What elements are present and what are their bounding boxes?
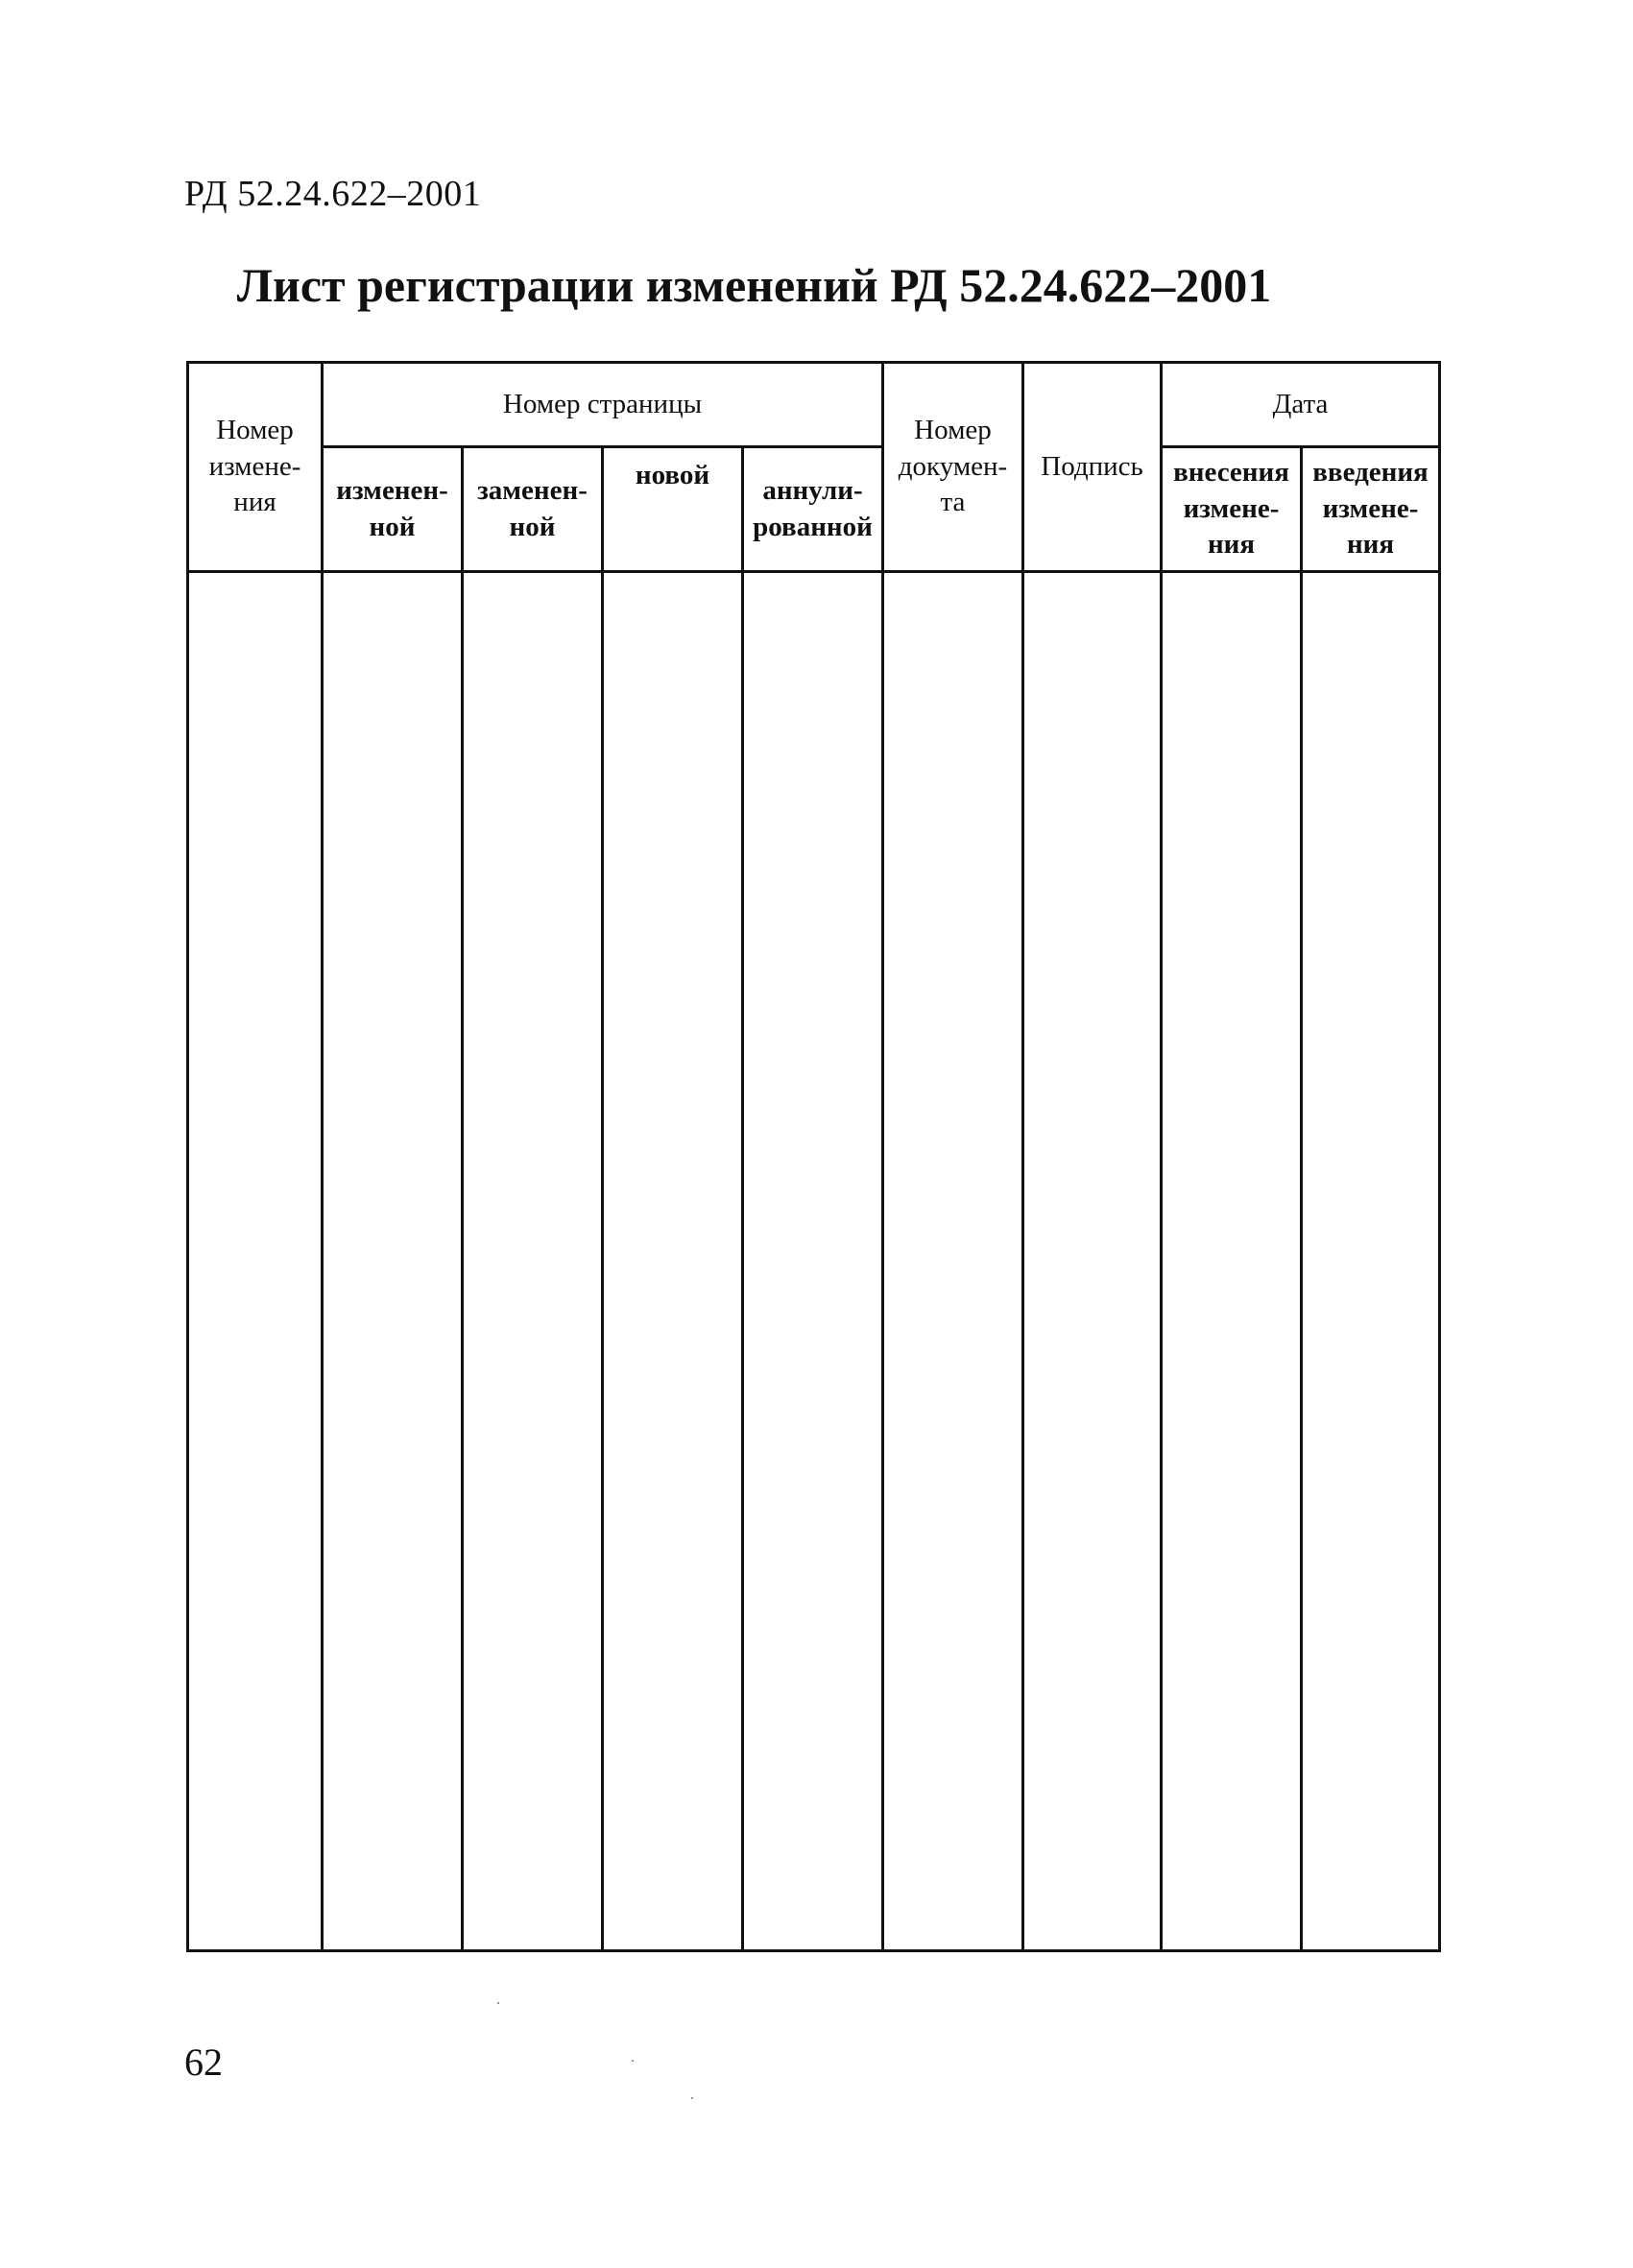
cell-cancelled-page[interactable] <box>743 572 883 1951</box>
cell-document-number[interactable] <box>883 572 1023 1951</box>
header-changed-page-label: изменен- ной <box>336 474 448 542</box>
header-page-number-group <box>323 363 883 447</box>
header-date-entry <box>1162 447 1302 572</box>
table-header-row-1 <box>188 363 1440 447</box>
table-header-row-2 <box>188 447 1440 572</box>
header-page-number-label: Номер страницы <box>502 388 703 419</box>
header-change-number <box>188 363 323 572</box>
header-changed-page <box>323 447 463 572</box>
header-new-page <box>603 447 743 572</box>
cell-date-entry[interactable] <box>1162 572 1302 1951</box>
change-registration-table <box>186 361 1441 1952</box>
scan-speck <box>632 2060 634 2062</box>
header-change-number-label: Номер измене- ния <box>208 414 301 518</box>
table-body-row <box>188 572 1440 1951</box>
header-cancelled-page <box>743 447 883 572</box>
header-document-number <box>883 363 1023 572</box>
header-date-entry-label: внесения измене- ния <box>1173 456 1289 561</box>
header-signature-label: Подпись <box>1041 450 1143 482</box>
header-document-number-label: Номер докумен- та <box>898 414 1008 518</box>
change-registration-table-container <box>186 361 1438 1952</box>
header-date-introduction-label: введения измене- ния <box>1312 456 1429 561</box>
header-cancelled-page-label: аннули- рованной <box>753 474 873 542</box>
cell-date-introduction[interactable] <box>1302 572 1440 1951</box>
page-title: Лист регистрации изменений РД 52.24.622–2001 <box>236 258 1272 312</box>
header-date-group <box>1162 363 1440 447</box>
header-date-introduction <box>1302 447 1440 572</box>
cell-change-number[interactable] <box>188 572 323 1951</box>
cell-replaced-page[interactable] <box>463 572 603 1951</box>
header-signature <box>1023 363 1162 572</box>
cell-new-page[interactable] <box>603 572 743 1951</box>
header-new-page-label: новой <box>635 460 710 490</box>
document-code: РД 52.24.622–2001 <box>184 174 482 214</box>
cell-signature[interactable] <box>1023 572 1162 1951</box>
page-number: 62 <box>184 2041 223 2084</box>
scan-speck <box>497 2002 499 2004</box>
cell-changed-page[interactable] <box>323 572 463 1951</box>
header-replaced-page <box>463 447 603 572</box>
header-replaced-page-label: заменен- ной <box>477 474 588 542</box>
header-date-label: Дата <box>1272 388 1329 419</box>
scan-speck <box>691 2097 693 2099</box>
